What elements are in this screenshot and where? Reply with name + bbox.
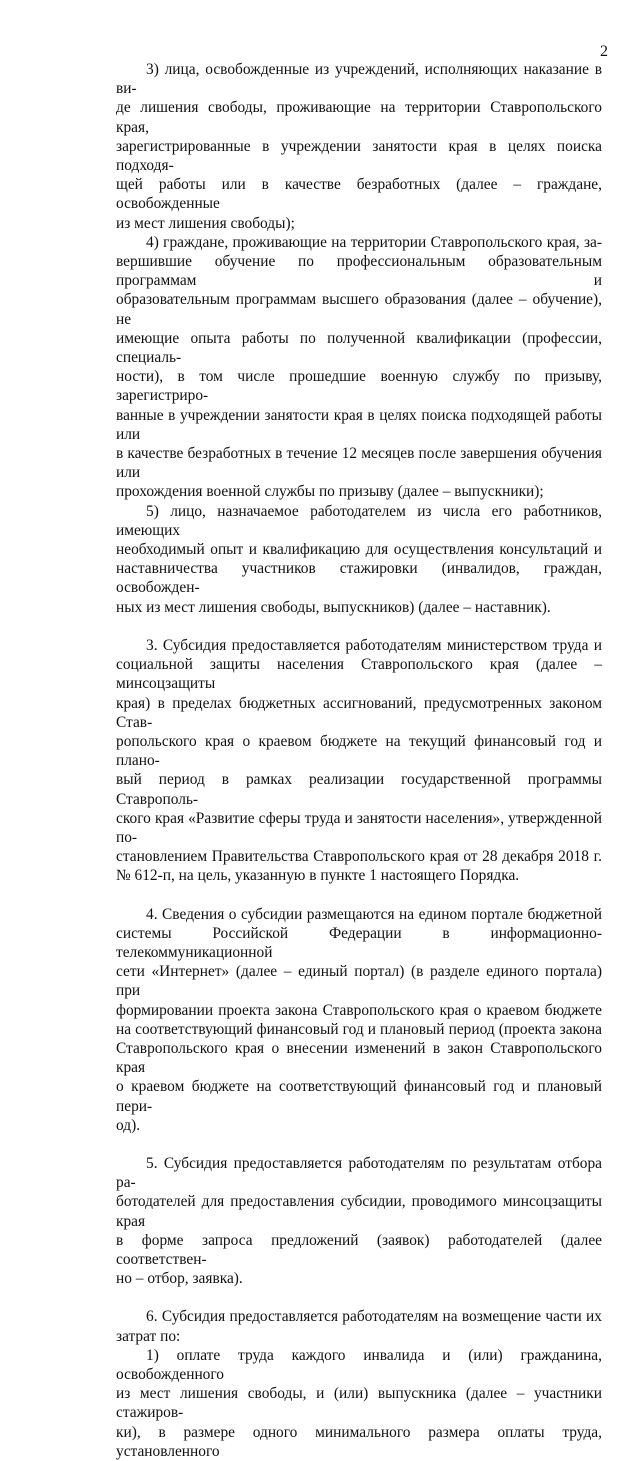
paragraph-item-4 — [116, 233, 602, 502]
paragraph-section-5 — [116, 1154, 602, 1288]
paragraph-last-line: ных из мест лишения свободы, выпускников) (далее – наставник). — [116, 598, 551, 616]
document-body — [116, 60, 602, 1461]
paragraph-item-6-1 — [116, 1346, 602, 1461]
paragraph-text: 3) лица, освобожденные из учреждений, исполняющих наказание в ви- де лишения свободы, проживающие на территории Ставропольского края, зарегистрированные в учреждении занятости края в целях поиска подходя- щей работы или в качестве безработных (далее – граждане, освобожденные — [116, 61, 602, 213]
paragraph-last-line: № 612-п, на цель, указанную в пункте 1 настоящего Порядка. — [116, 867, 520, 885]
page-number: 2 — [600, 43, 608, 60]
paragraph-section-3 — [116, 636, 602, 886]
paragraph-text: 1) оплате труда каждого инвалида и (или) гражданина, освобожденного из мест лишения свободы, и (или) выпускника (далее – участники стажиров- ки), в размере одного минимального размера оплаты труда, установленного — [116, 1346, 602, 1460]
paragraph-last-line: прохождения военной службы по призыву (далее – выпускники); — [116, 483, 544, 501]
paragraph-last-line: из мест лишения свободы); — [116, 214, 295, 232]
paragraph-section-4 — [116, 905, 602, 1135]
paragraph-last-line: но – отбор, заявка). — [116, 1270, 243, 1288]
paragraph-section-6 — [116, 1307, 602, 1345]
paragraph-item-5 — [116, 502, 602, 617]
paragraph-text: 6. Субсидия предоставляется работодателям на возмещение части их — [146, 1308, 602, 1326]
paragraph-last-line: затрат по: — [116, 1327, 181, 1345]
paragraph-text: 4) граждане, проживающие на территории Ставропольского края, за- вершившие обучение по профессиональным образовательным программам и образовательным программам высшего образования (далее – обучение), не имеющие опыта работы по полученной квалификации (профессии, специаль- ности), в том числе прошедшие военную службу по призыву, зарегистриро- ванные в учреждении занятости края в целях поиска подходящей работы или в качестве безработных в течение 12 месяцев после завершения обучения или — [116, 233, 602, 482]
paragraph-text: 5) лицо, назначаемое работодателем из числа его работников, имеющих необходимый опыт и квалификацию для осуществления консультаций и наставничества участников стажировки (инвалидов, граждан, освобожден- — [116, 502, 602, 597]
paragraph-item-3 — [116, 60, 602, 233]
paragraph-last-line: од). — [116, 1116, 141, 1134]
paragraph-text: 4. Сведения о субсидии размещаются на едином портале бюджетной системы Российской Федерации в информационно-телекоммуникационной сети «Интернет» (далее – единый портал) (в разделе единого портала) при формировании проекта закона Ставропольского края о краевом бюджете на соответствующий финансовый год и плановый период (проекта закона Ставропольского края о внесении изменений в закон Ставропольского края о краевом бюджете на соответствующий финансовый год и плановый пери- — [116, 905, 602, 1115]
paragraph-text: 5. Субсидия предоставляется работодателям по результатам отбора ра- ботодателей для предоставления субсидии, проводимого минсоцзащиты края в форме запроса предложений (заявок) работодателей (далее соответствен- — [116, 1154, 602, 1268]
paragraph-text: 3. Субсидия предоставляется работодателям министерством труда и социальной защиты населения Ставропольского края (далее – минсоцзащиты края) в пределах бюджетных ассигнований, предусмотренных законом Став- ропольского края о краевом бюджете на текущий финансовый год и плано- вый период в рамках реализации государственной программы Ставрополь- ского края «Развитие сферы труда и занятости населения», утвержденной по- становлением Правительства Ставропольского края от 28 декабря 2018 г. — [116, 636, 602, 866]
